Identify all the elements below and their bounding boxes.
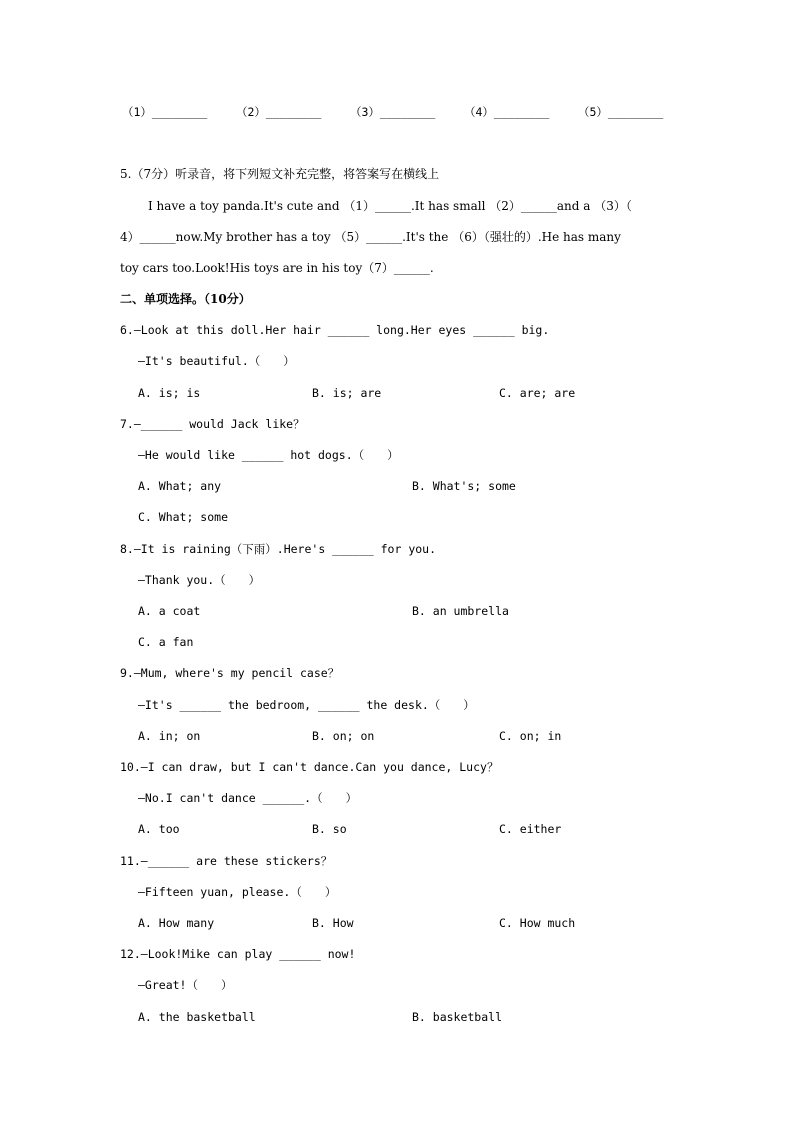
question-12-response: —Great!（ ） [138, 978, 233, 992]
q5-passage-line-2: 4）______now.My brother has a toy （5）______.It's the （6）（强壮的）.He has many [120, 230, 621, 244]
question-10-option-a: A. too [138, 822, 180, 836]
question-10-option-b: B. so [312, 822, 347, 836]
q5-passage-line-1: I have a toy panda.It's cute and （1）______.It has small （2）______and a （3）（ [148, 199, 632, 213]
question-6: 6.—Look at this doll.Her hair ______ long.Her eyes ______ big. [120, 323, 550, 337]
question-12-option-b: B. basketball [412, 1010, 503, 1024]
answer-blank-3: （3）________ [350, 105, 436, 119]
question-7-option-a: A. What; any [138, 479, 222, 493]
q5-passage-line-3: toy cars too.Look!His toys are in his toy（7）______. [120, 261, 434, 275]
question-8-response: —Thank you.（ ） [138, 573, 261, 587]
question-9-option-c: C. on; in [499, 729, 562, 743]
question-11-option-b: B. How [312, 916, 354, 930]
question-11-response: —Fifteen yuan, please.（ ） [138, 885, 337, 899]
question-6-option-c: C. are; are [499, 386, 576, 400]
question-9: 9.—Mum, where's my pencil case？ [120, 666, 340, 680]
question-6-option-a: A. is; is [138, 386, 201, 400]
question-11-option-a: A. How many [138, 916, 215, 930]
section-heading: 二、单项选择。（10分） [120, 292, 251, 306]
question-12-option-a: A. the basketball [138, 1010, 256, 1024]
question-11-option-c: C. How much [499, 916, 576, 930]
question-6-response: —It's beautiful.（ ） [138, 354, 295, 368]
answer-blank-2: （2）________ [236, 105, 322, 119]
question-8-option-c: C. a fan [138, 635, 194, 649]
question-9-option-b: B. on; on [312, 729, 375, 743]
question-10: 10.—I can draw, but I can't dance.Can you dance, Lucy？ [120, 760, 499, 774]
q5-title: 5.（7分）听录音，将下列短文补充完整，将答案写在横线上 [120, 167, 440, 181]
question-7-option-c: C. What; some [138, 510, 229, 524]
question-8-option-a: A. a coat [138, 604, 201, 618]
question-7-response: —He would like ______ hot dogs.（ ） [138, 448, 399, 462]
question-9-response: —It's ______ the bedroom, ______ the desk.（ ） [138, 698, 475, 712]
question-6-option-b: B. is; are [312, 386, 382, 400]
question-8: 8.—It is raining（下雨）.Here's ______ for you. [120, 542, 437, 556]
question-12: 12.—Look!Mike can play ______ now! [120, 947, 356, 961]
question-8-option-b: B. an umbrella [412, 604, 509, 618]
answer-blank-1: （1）________ [122, 105, 208, 119]
question-11: 11.—______ are these stickers？ [120, 854, 333, 868]
answer-blank-4: （4）________ [464, 105, 550, 119]
question-9-option-a: A. in; on [138, 729, 201, 743]
answer-blank-5: （5）________ [578, 105, 664, 119]
question-10-option-c: C. either [499, 822, 562, 836]
question-7: 7.—______ would Jack like？ [120, 417, 305, 431]
question-10-response: —No.I can't dance ______.（ ） [138, 791, 358, 805]
question-7-option-b: B. What's; some [412, 479, 516, 493]
